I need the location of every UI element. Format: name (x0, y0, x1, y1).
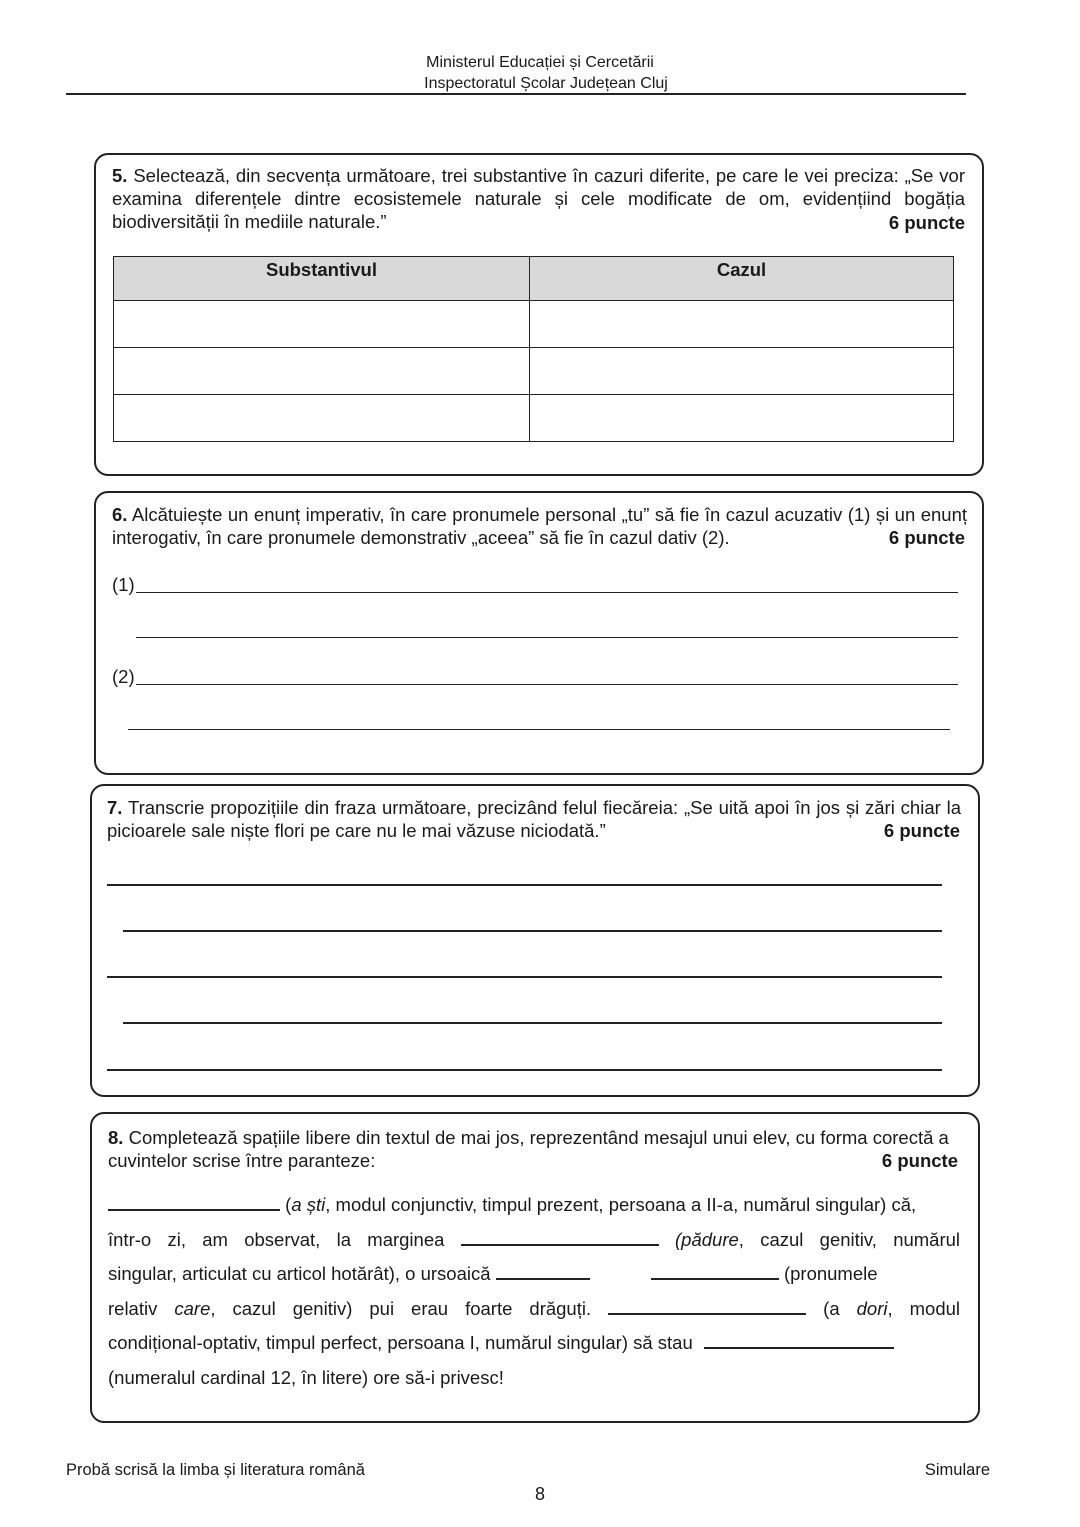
noun-case-table (113, 256, 954, 442)
footer-exam-title: Probă scrisă la limba și literatura română (66, 1461, 365, 1479)
question-6-points: 6 puncte (888, 527, 965, 548)
word-relativ: relativ (108, 1297, 158, 1319)
line-2-text: într-o zi, am observat, la marginea (108, 1228, 445, 1250)
line-4-text: , cazul genitiv) pui erau foarte drăguți. (210, 1297, 592, 1319)
answer-label-1: (1) (112, 574, 135, 595)
answer-line[interactable] (107, 884, 942, 886)
paren-a: (a (823, 1297, 840, 1319)
word-a-sti: a ști (291, 1194, 326, 1215)
page-number: 8 (534, 1484, 545, 1504)
question-5-number: 5. (112, 165, 128, 186)
noun-answer-cell[interactable] (114, 348, 530, 395)
answer-line[interactable] (123, 1022, 942, 1024)
blank-numeral[interactable] (704, 1331, 894, 1349)
answer-line[interactable] (136, 637, 958, 638)
dori-instructions: , modul (887, 1297, 961, 1319)
fill-in-paragraph (108, 1188, 960, 1395)
answer-line[interactable] (136, 592, 958, 593)
question-7-text (107, 796, 961, 842)
table-row (114, 395, 954, 442)
case-answer-cell[interactable] (530, 301, 954, 348)
blank-a-sti[interactable] (108, 1193, 280, 1211)
fill-line-1 (108, 1188, 960, 1223)
blank-padure[interactable] (461, 1228, 659, 1246)
table-row (114, 301, 954, 348)
blank-a-dori[interactable] (608, 1297, 806, 1315)
question-8-text (108, 1126, 960, 1172)
pronoun-instructions: (pronumele (783, 1263, 878, 1284)
ministry-name: Ministerul Educației și Cercetării (426, 54, 654, 71)
answer-line[interactable] (128, 729, 950, 730)
line-6-text: (numeralul cardinal 12, în litere) ore să-i privesc! (108, 1366, 504, 1388)
blank-pronoun-care[interactable] (651, 1262, 779, 1280)
word-care: care (174, 1297, 211, 1319)
question-8-points: 6 puncte (881, 1150, 958, 1171)
fill-line-5 (108, 1326, 960, 1361)
noun-answer-cell[interactable] (114, 395, 530, 442)
question-6-prompt: Alcătuiește un enunț imperativ, în care pronumele personal „tu” să fie în cazul acuzativ (1) și un enunț interogativ, în care pronumele demonstrativ „aceea” să fie în cazul dativ (2). (112, 504, 967, 548)
a-sti-instructions: , modul conjunctiv, timpul prezent, persoana a II-a, numărul singular) că, (325, 1194, 917, 1215)
inspectorate-name: Inspectoratul Școlar Județean Cluj (424, 75, 668, 92)
word-padure: (pădure (675, 1228, 739, 1250)
question-5-points: 6 puncte (888, 212, 965, 233)
line-5-text: condițional-optativ, timpul perfect, persoana I, numărul singular) să stau (108, 1332, 693, 1353)
question-8-prompt: Completează spațiile libere din textul de mai jos, reprezentând mesajul unui elev, cu forma corectă a cuvintelor scrise între paranteze: (108, 1127, 949, 1171)
question-7-number: 7. (107, 797, 123, 818)
answer-line[interactable] (107, 1069, 942, 1071)
table-header-row (114, 257, 954, 301)
answer-line[interactable] (136, 684, 958, 685)
page-header (0, 52, 1080, 94)
answer-label-2: (2) (112, 666, 135, 687)
answer-line[interactable] (107, 976, 942, 978)
fill-line-2 (108, 1223, 960, 1258)
header-divider (66, 93, 966, 95)
question-7-prompt: Transcrie propozițiile din fraza următoare, precizând felul fiecăreia: „Se uită apoi în jos și zări chiar la picioarele sale niște flori pe care nu le mai văzuse niciodată.” (107, 797, 961, 841)
noun-answer-cell[interactable] (114, 301, 530, 348)
table-row (114, 348, 954, 395)
fill-line-3 (108, 1257, 960, 1292)
question-8-number: 8. (108, 1127, 124, 1148)
question-6-number: 6. (112, 504, 128, 525)
column-header-noun: Substantivul (114, 257, 530, 301)
fill-line-4 (108, 1292, 960, 1327)
column-header-case: Cazul (530, 257, 954, 301)
footer-simulation-label: Simulare (924, 1461, 990, 1479)
blank-ursoaica[interactable] (496, 1262, 590, 1280)
question-5-text (112, 164, 965, 233)
word-dori: dori (856, 1297, 888, 1319)
case-answer-cell[interactable] (530, 348, 954, 395)
answer-line[interactable] (123, 930, 942, 932)
question-5-prompt: Selectează, din secvența următoare, trei substantive în cazuri diferite, pe care le vei preciza: „Se vor examina diferențele dintre ecosistemele naturale și cele modificate de om, evidențiind bogăția biodiversității în mediile naturale.” (112, 165, 965, 232)
case-answer-cell[interactable] (530, 395, 954, 442)
padure-instructions: , cazul genitiv, numărul (738, 1228, 961, 1250)
paren-open: ( (285, 1194, 292, 1215)
fill-line-6 (108, 1361, 960, 1396)
question-7-points: 6 puncte (883, 820, 960, 841)
question-6-text (112, 503, 967, 549)
line-3-text: singular, articulat cu articol hotărât), o ursoaică (108, 1263, 491, 1284)
